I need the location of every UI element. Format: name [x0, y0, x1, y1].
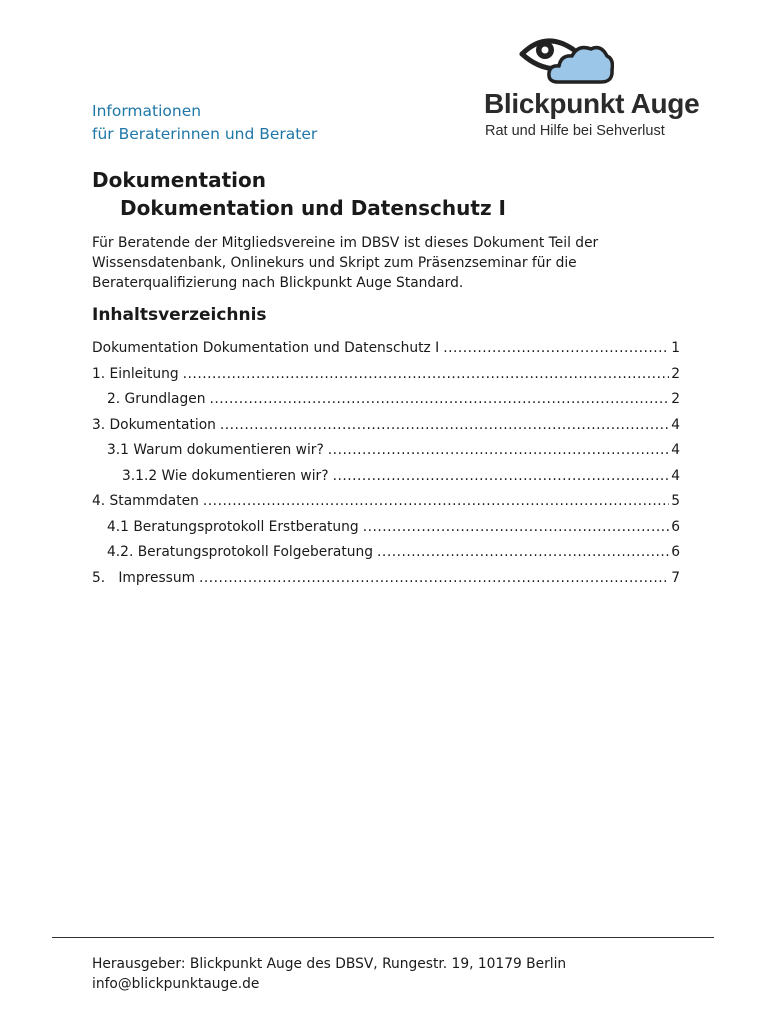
toc-entry[interactable] [92, 340, 680, 366]
toc-leader-dots [183, 366, 670, 382]
toc-leader-dots [377, 544, 669, 560]
toc-heading: Inhaltsverzeichnis [92, 305, 267, 325]
toc-leader-dots [199, 570, 669, 586]
toc-entry-label: 3.1 Warum dokumentieren wir? [107, 442, 324, 458]
toc-entry-label: 1. Einleitung [92, 365, 179, 382]
toc-entry-page: 2 [671, 391, 680, 407]
toc-entry-page: 2 [671, 365, 680, 382]
toc-leader-dots [203, 493, 669, 509]
toc-entry-label: 4. Stammdaten [92, 493, 199, 509]
document-title: Dokumentation [92, 168, 266, 192]
intro-paragraph: Für Beratende der Mitgliedsvereine im DBSV ist dieses Dokument Teil der Wissensdatenbank, Onlinekurs und Skript zum Präsenzseminar für die Beraterqualifizierung nach Blickpunkt Auge Standard. [92, 235, 599, 291]
toc-entry-label: 3. Dokumentation [92, 416, 216, 433]
toc-entry-page: 1 [671, 340, 680, 356]
toc-entry[interactable] [92, 417, 680, 443]
toc-entry[interactable] [92, 391, 680, 417]
toc-entry[interactable] [92, 493, 680, 519]
footer-divider [52, 937, 714, 938]
toc-entry-page: 6 [671, 544, 680, 560]
toc-leader-dots [443, 340, 669, 356]
header-info-line1: Informationen [92, 102, 202, 120]
toc-entry-label: 3.1.2 Wie dokumentieren wir? [122, 467, 329, 484]
document-subtitle: Dokumentation und Datenschutz I [120, 196, 506, 220]
header-info-line2: für Beraterinnen und Berater [92, 125, 318, 143]
toc-entry[interactable] [92, 442, 680, 468]
toc-entry-page: 5 [671, 493, 680, 509]
toc-leader-dots [328, 442, 669, 458]
toc-entry[interactable] [92, 468, 680, 494]
footer [92, 954, 566, 994]
toc-leader-dots [333, 468, 670, 484]
toc-leader-dots [363, 519, 670, 535]
toc-entry-label: 4.1 Beratungsprotokoll Erstberatung [107, 518, 359, 535]
footer-email-link[interactable]: info@blickpunktauge.de [92, 976, 260, 992]
toc-entry-page: 4 [671, 467, 680, 484]
toc-entry-label: 5. Impressum [92, 569, 196, 586]
toc-entry[interactable] [92, 366, 680, 392]
toc-entry-label: Dokumentation Dokumentation und Datenschutz I [92, 340, 440, 356]
toc-entry-label: 2. Grundlagen [107, 391, 206, 407]
footer-publisher: Herausgeber: Blickpunkt Auge des DBSV, Rungestr. 19, 10179 Berlin [92, 956, 567, 972]
logo-name: Blickpunkt Auge [484, 88, 700, 119]
toc-entry[interactable] [92, 570, 680, 596]
toc-leader-dots [209, 391, 669, 407]
logo [484, 32, 734, 142]
toc-entry-page: 4 [671, 416, 680, 433]
toc-leader-dots [220, 417, 669, 433]
header-info [92, 100, 317, 146]
toc-entry-page: 7 [671, 569, 680, 586]
logo-tagline: Rat und Hilfe bei Sehverlust [485, 123, 665, 139]
toc-entry[interactable] [92, 519, 680, 545]
eye-cloud-icon [518, 32, 614, 88]
toc-entry-label: 4.2. Beratungsprotokoll Folgeberatung [107, 544, 374, 560]
toc-entry-page: 6 [671, 518, 680, 535]
toc-entry[interactable] [92, 544, 680, 570]
toc-entry-page: 4 [671, 442, 680, 458]
table-of-contents [92, 340, 680, 595]
